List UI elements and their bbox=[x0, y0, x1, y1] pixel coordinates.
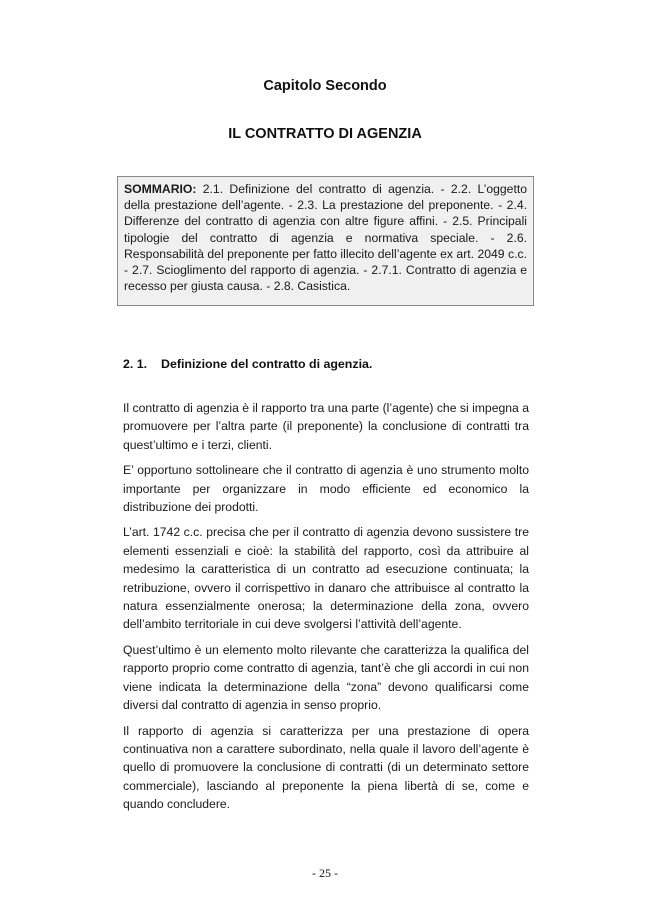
section-number: 2. 1. bbox=[123, 357, 148, 371]
page-title: IL CONTRATTO DI AGENZIA bbox=[228, 126, 422, 142]
section-heading bbox=[123, 357, 372, 371]
summary-text: 2.1. Definizione del contratto di agenzia. - 2.2. L’oggetto della prestazione dell’agente. - 2.3. La prestazione del preponente. - 2.4. Differenze del contratto di agenzia con altre figure affini. - 2.5. Principali tipologie del contratto di agenzia e normativa speciale. - 2.6. Responsabilità del preponente per fatto illecito dell’agente ex art. 2049 c.c. - 2.7. Scioglimento del rapporto di agenzia. - 2.7.1. Contratto di agenzia e recesso per giusta causa. - 2.8. Casistica. bbox=[124, 182, 527, 294]
body-text bbox=[123, 399, 529, 821]
paragraph: Quest’ultimo è un elemento molto rilevante che caratterizza la qualifica del rapporto proprio come contratto di agenzia, tant’è che gli accordi in cui non viene indicata la determinazione della “zona” devono qualificarsi come diversi dal contratto di agenzia in senso proprio. bbox=[123, 642, 529, 713]
section-title: Definizione del contratto di agenzia. bbox=[161, 357, 373, 371]
paragraph: L’art. 1742 c.c. precisa che per il contratto di agenzia devono sussistere tre elementi essenziali e cioè: la stabilità del rapporto, così da attribuire al medesimo la caratteristica di un contratto ad esecuzione continuata; la retribuzione, ovvero il corrispettivo in danaro che attribuisce al contratto la natura essenzialmente onerosa; la determinazione della zona, ovvero dell’ambito territoriale in cui deve svolgersi l’attività dell’agente. bbox=[123, 525, 529, 632]
paragraph: Il rapporto di agenzia si caratterizza per una prestazione di opera continuativa non a carattere subordinato, nella quale il lavoro dell’agente è quello di promuovere la conclusione di contratti (di un determinato settore commerciale), lasciando al preponente la piena libertà di se, come e quando concludere. bbox=[123, 723, 529, 812]
page-number: - 25 - bbox=[312, 866, 338, 880]
summary-box bbox=[117, 176, 534, 306]
summary-label: SOMMARIO: bbox=[124, 182, 197, 196]
paragraph: E’ opportuno sottolineare che il contratto di agenzia è uno strumento molto importante per organizzare in modo efficiente ed economico la distribuzione dei prodotti. bbox=[123, 463, 529, 515]
paragraph: Il contratto di agenzia è il rapporto tra una parte (l’agente) che si impegna a promuovere per l’altra parte (il preponente) la conclusione di contratti tra quest’ultimo e i terzi, clienti. bbox=[123, 401, 529, 452]
chapter-heading: Capitolo Secondo bbox=[263, 78, 387, 94]
